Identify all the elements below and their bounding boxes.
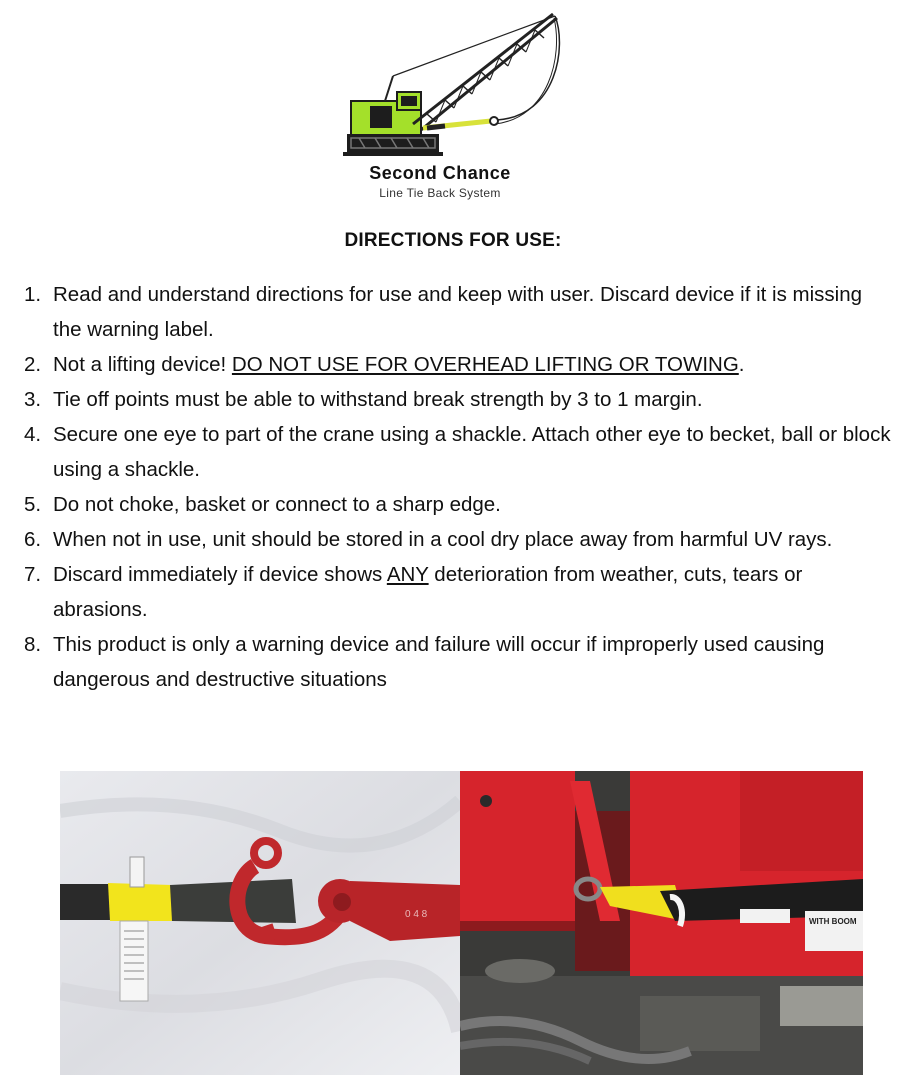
sling-yellow-sleeve (108, 883, 176, 921)
step-text: Secure one eye to part of the crane using a shackle. Attach other eye to becket, ball or block using a shackle. (53, 423, 891, 481)
list-number: 7. (24, 563, 42, 586)
page-title: DIRECTIONS FOR USE: (344, 230, 562, 251)
step-text: Do not choke, basket or connect to a sharp edge. (53, 493, 501, 516)
step-emphasis: ANY (386, 563, 429, 586)
crane-illustration-icon (335, 6, 565, 166)
step-text: Read and understand directions for use and keep with user. Discard device if it is missing the warning label. (53, 283, 863, 341)
directions-list (24, 277, 894, 697)
step-text: Discard immediately if device shows (53, 563, 387, 586)
list-item (24, 487, 894, 522)
list-number: 1. (24, 283, 42, 306)
step-text: . (738, 353, 745, 376)
list-item (24, 417, 894, 487)
brand-tagline: Line Tie Back System (379, 186, 501, 200)
photo-sling-with-shackle (60, 771, 460, 1075)
list-number: 3. (24, 388, 42, 411)
list-number: 4. (24, 423, 42, 446)
brand-logo (335, 6, 565, 202)
list-number: 5. (24, 493, 42, 516)
list-item (24, 627, 894, 697)
step-text: This product is only a warning device and failure will occur if improperly used causing dangerous and destructive situations (53, 633, 825, 691)
list-number: 2. (24, 353, 42, 376)
list-item (24, 382, 894, 417)
list-number: 8. (24, 633, 42, 656)
machine-label-text: WITH BOOM (809, 917, 857, 926)
warning-label-tag (120, 921, 148, 1001)
step-text: Not a lifting device! (53, 353, 232, 376)
list-number: 6. (24, 528, 42, 551)
list-item (24, 557, 894, 627)
step-emphasis: DO NOT USE FOR OVERHEAD LIFTING OR TOWING (231, 353, 739, 376)
list-item (24, 277, 894, 347)
crane-red-panel (460, 771, 575, 921)
brand-name: Second Chance (369, 163, 511, 183)
photo-sling-installed-on-crane (460, 771, 863, 1075)
step-text: When not in use, unit should be stored in a cool dry place away from harmful UV rays. (53, 528, 833, 551)
list-item (24, 522, 894, 557)
step-text: Tie off points must be able to withstand break strength by 3 to 1 margin. (53, 388, 703, 411)
list-item (24, 347, 894, 382)
svg-text:0 4 8: 0 4 8 (405, 909, 428, 920)
step-text: deterioration from weather, cuts, tears or abrasions. (53, 563, 803, 621)
